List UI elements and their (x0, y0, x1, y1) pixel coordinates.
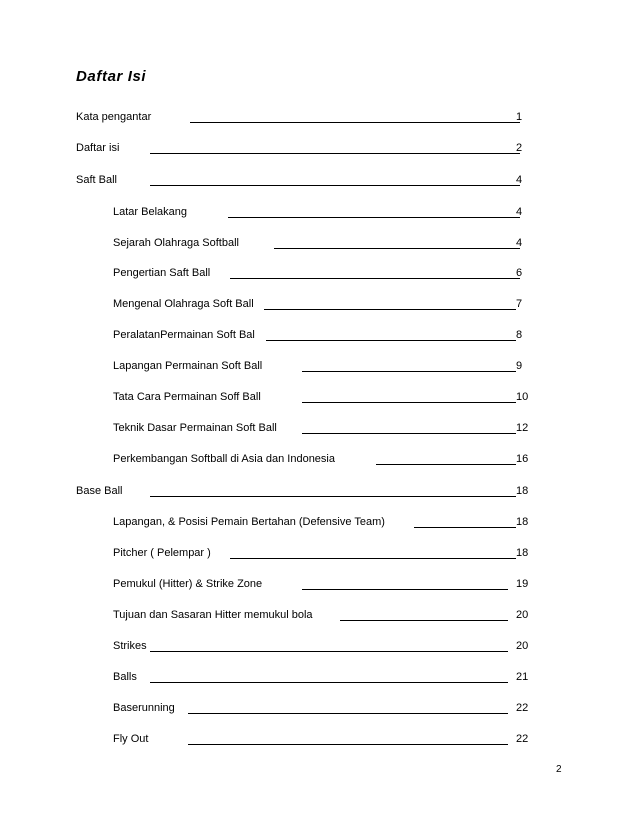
toc-entry-label: PeralatanPermainan Soft Bal (113, 329, 255, 341)
toc-entry-daftar-isi[interactable] (76, 139, 119, 155)
toc-entry-label: Lapangan, & Posisi Pemain Bertahan (Defensive Team) (113, 516, 385, 528)
toc-entry-label: Pemukul (Hitter) & Strike Zone (113, 578, 263, 590)
toc-entry-lapangan-permainan-soft-ball[interactable] (113, 357, 262, 373)
toc-entry-kata-pengantar[interactable] (76, 108, 151, 124)
toc-leader-line (340, 620, 508, 621)
toc-entry-page: 4 (516, 206, 523, 218)
toc-entry-label: Saft Ball (76, 174, 117, 186)
toc-entry-page: 2 (516, 142, 523, 154)
toc-entry-page: 22 (516, 733, 529, 745)
toc-entry-base-ball[interactable] (76, 482, 122, 498)
toc-entry-page: 9 (516, 360, 523, 372)
toc-entry-baserunning[interactable] (113, 699, 175, 715)
toc-entry-page: 4 (516, 174, 523, 186)
toc-entry-page: 18 (516, 547, 529, 559)
toc-entry-saft-ball[interactable] (76, 171, 117, 187)
toc-entry-page: 12 (516, 422, 529, 434)
toc-entry-balls[interactable] (113, 668, 137, 684)
toc-leader-line (264, 309, 516, 310)
toc-entry-label: Tujuan dan Sasaran Hitter memukul bola (113, 609, 313, 621)
toc-entry-mengenal-olahraga-soft-ball[interactable] (113, 295, 254, 311)
toc-entry-page: 18 (516, 516, 529, 528)
toc-entry-tujuan-sasaran-hitter[interactable] (113, 606, 313, 622)
toc-entry-label: Teknik Dasar Permainan Soft Ball (113, 422, 277, 434)
toc-entry-page: 18 (516, 485, 529, 497)
toc-entry-tata-cara-permainan-soff-ball[interactable] (113, 388, 261, 404)
toc-entry-page: 20 (516, 609, 529, 621)
toc-entry-page: 16 (516, 453, 529, 465)
toc-leader-line (230, 558, 516, 559)
toc-entry-pitcher[interactable] (113, 544, 211, 560)
toc-leader-line (302, 402, 516, 403)
toc-leader-line (302, 371, 516, 372)
toc-entry-label: Perkembangan Softball di Asia dan Indonesia (113, 453, 335, 465)
toc-leader-line (376, 464, 516, 465)
toc-entry-label: Mengenal Olahraga Soft Ball (113, 298, 254, 310)
page-number: 2 (556, 764, 562, 775)
toc-entry-label: Sejarah Olahraga Softball (113, 237, 239, 249)
toc-entry-perkembangan-softball[interactable] (113, 450, 335, 466)
toc-entry-label: Tata Cara Permainan Soff Ball (113, 391, 261, 403)
toc-entry-label: Strikes (113, 640, 147, 652)
toc-leader-line (188, 744, 508, 745)
toc-leader-line (188, 713, 508, 714)
toc-leader-line (414, 527, 516, 528)
toc-entry-label: Daftar isi (76, 142, 120, 154)
toc-entry-page: 10 (516, 391, 529, 403)
toc-leader-line (150, 496, 516, 497)
toc-entry-label: Lapangan Permainan Soft Ball (113, 360, 263, 372)
toc-entry-page: 20 (516, 640, 529, 652)
toc-entry-fly-out[interactable] (113, 730, 148, 746)
toc-entry-teknik-dasar-permainan-soft-ball[interactable] (113, 419, 277, 435)
toc-leader-line (150, 682, 508, 683)
toc-entry-peralatan-permainan-soft-bal[interactable] (113, 326, 255, 342)
toc-leader-line (150, 651, 508, 652)
toc-entry-page: 1 (516, 111, 523, 123)
toc-entry-label: Balls (113, 671, 137, 683)
toc-leader-line (302, 433, 516, 434)
toc-entry-page: 7 (516, 298, 523, 310)
toc-entry-strikes[interactable] (113, 637, 147, 653)
toc-entry-label: Pitcher ( Pelempar ) (113, 547, 211, 559)
toc-leader-line (274, 248, 520, 249)
toc-entry-sejarah-olahraga-softball[interactable] (113, 234, 239, 250)
toc-leader-line (302, 589, 508, 590)
toc-title: Daftar Isi (76, 68, 147, 85)
toc-entry-lapangan-posisi-pemain[interactable] (113, 513, 385, 529)
toc-entry-page: 19 (516, 578, 529, 590)
toc-leader-line (228, 217, 520, 218)
toc-leader-line (266, 340, 516, 341)
toc-entry-page: 6 (516, 267, 523, 279)
toc-entry-latar-belakang[interactable] (113, 203, 187, 219)
toc-leader-line (230, 278, 520, 279)
toc-leader-line (150, 153, 520, 154)
toc-leader-line (150, 185, 520, 186)
toc-entry-page: 21 (516, 671, 529, 683)
toc-entry-label: Base Ball (76, 485, 123, 497)
toc-entry-label: Latar Belakang (113, 206, 187, 218)
toc-entry-label: Baserunning (113, 702, 175, 714)
toc-entry-pemukul-strike-zone[interactable] (113, 575, 262, 591)
toc-entry-page: 4 (516, 237, 523, 249)
toc-entry-label: Pengertian Saft Ball (113, 267, 211, 279)
toc-entry-label: Fly Out (113, 733, 149, 745)
toc-entry-page: 8 (516, 329, 523, 341)
toc-leader-line (190, 122, 520, 123)
toc-entry-label: Kata pengantar (76, 111, 152, 123)
toc-entry-page: 22 (516, 702, 529, 714)
toc-entry-pengertian-saft-ball[interactable] (113, 264, 210, 280)
